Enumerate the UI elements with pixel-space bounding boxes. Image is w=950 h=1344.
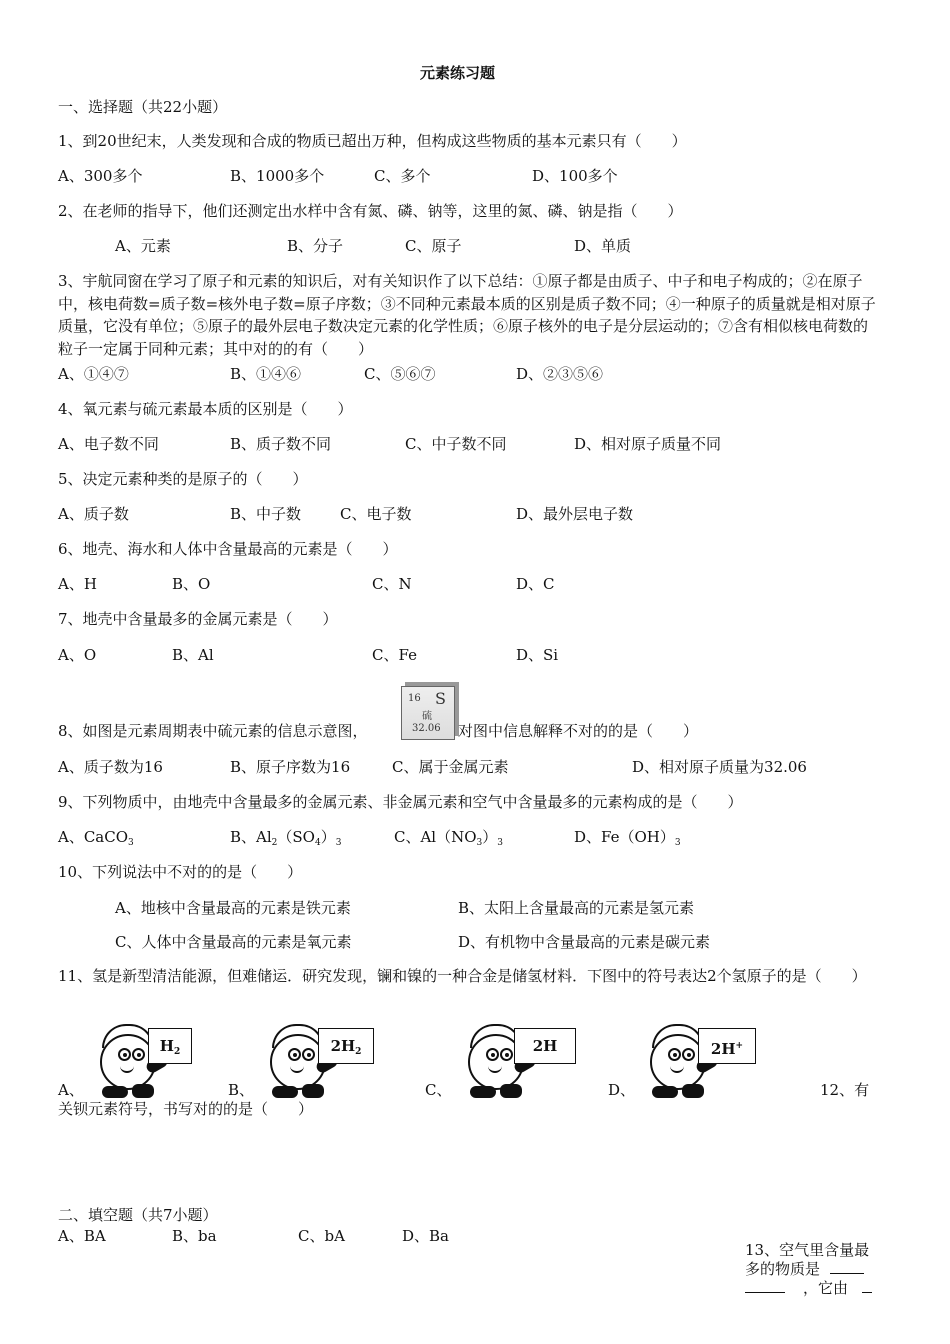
element-name: 硫 — [422, 711, 432, 722]
q12-option-d: D、Ba — [402, 1227, 449, 1245]
question-13-line-3: ，它由 — [745, 1278, 872, 1298]
q11-option-a: A、 — [58, 1081, 84, 1099]
question-6: 6、地壳、海水和人体中含量最高的元素是（ ） — [58, 540, 398, 558]
question-11: 11、氢是新型清洁能源，但难储运．研究发现，镧和镍的一种合金是储氢材料．下图中的符号表达2个氢原子的是（ ） — [58, 967, 867, 985]
question-5: 5、决定元素种类的是原子的（ ） — [58, 470, 308, 488]
q5-option-b: B、中子数 — [230, 505, 302, 523]
q10-option-d: D、有机物中含量最高的元素是碳元素 — [458, 933, 711, 951]
symbol-card-d: 2H+ — [698, 1028, 756, 1064]
q2-option-b: B、分子 — [287, 237, 344, 255]
q5-option-d: D、最外层电子数 — [516, 505, 634, 523]
q11-option-b: B、 — [228, 1081, 255, 1099]
q9-option-d: D、$Fe(OH)_3$ — [574, 828, 681, 848]
q4-option-a: A、电子数不同 — [58, 435, 159, 453]
q1-option-d: D、100多个 — [532, 167, 618, 185]
q10-option-c: C、人体中含量最高的元素是氧元素 — [115, 933, 352, 951]
q8-option-c: C、属于金属元素 — [392, 758, 509, 776]
q12-option-a: A、BA — [58, 1227, 106, 1245]
question-8-start: 8、如图是元素周期表中硫元素的信息示意图， — [58, 722, 368, 740]
q7-option-a: A、O — [58, 646, 97, 664]
sulfur-element-card — [401, 686, 455, 740]
q2-option-c: C、原子 — [405, 237, 462, 255]
page-title: 元素练习题 — [420, 64, 496, 82]
question-4: 4、氧元素与硫元素最本质的区别是（ ） — [58, 400, 353, 418]
q4-option-d: D、相对原子质量不同 — [574, 435, 722, 453]
q9-option-a: A、CaCO$_3$ — [58, 828, 134, 848]
q4-option-c: C、中子数不同 — [405, 435, 507, 453]
q7-option-b: B、Al — [172, 646, 214, 664]
question-2: 2、在老师的指导下，他们还测定出水样中含有氮、磷、钠等，这里的氮、磷、钠是指（ ） — [58, 202, 683, 220]
q11-option-d: D、 — [608, 1081, 636, 1099]
q4-option-b: B、质子数不同 — [230, 435, 332, 453]
q8-option-d: D、相对原子质量为32.06 — [632, 758, 807, 776]
element-symbol: S — [435, 689, 446, 708]
q1-option-b: B、1000多个 — [230, 167, 325, 185]
q6-option-d: D、C — [516, 575, 555, 593]
q7-option-c: C、Fe — [372, 646, 417, 664]
q5-option-c: C、电子数 — [340, 505, 412, 523]
question-1: 1、到20世纪末，人类发现和合成的物质已超出万种，但构成这些物质的基本元素只有（ ） — [58, 132, 687, 150]
q9-option-b: B、$Al_2(SO_4)_3$ — [230, 828, 342, 848]
question-9: 9、下列物质中，由地壳中含量最多的金属元素、非金属元素和空气中含量最多的元素构成的是（ ） — [58, 793, 743, 811]
question-7: 7、地壳中含量最多的金属元素是（ ） — [58, 610, 338, 628]
question-12-rest: 关钡元素符号，书写对的的是（ ） — [58, 1100, 314, 1118]
q12-option-b: B、ba — [172, 1227, 217, 1245]
symbol-card-c: 2H — [514, 1028, 576, 1064]
section-heading-2: 二、填空题（共7小题） — [58, 1206, 218, 1224]
q5-option-a: A、质子数 — [58, 505, 129, 523]
q9-option-c: C、$Al(NO_3)_3$ — [394, 828, 504, 848]
atomic-number: 16 — [408, 693, 421, 704]
q6-option-b: B、O — [172, 575, 211, 593]
q1-option-a: A、300多个 — [58, 167, 143, 185]
q3-option-c: C、⑤⑥⑦ — [364, 365, 436, 383]
symbol-card-a: $H_2$ — [148, 1028, 192, 1064]
question-12-start: 12、有 — [820, 1081, 870, 1099]
q8-option-b: B、原子序数为16 — [230, 758, 351, 776]
question-13-line-1: 13、空气里含量最 — [745, 1241, 870, 1259]
q11-option-c: C、 — [425, 1081, 452, 1099]
q10-option-b: B、太阳上含量最高的元素是氢元素 — [458, 899, 695, 917]
q7-option-d: D、Si — [516, 646, 559, 664]
question-13-line-2: 多的物质是 — [745, 1259, 864, 1279]
symbol-card-b: $2H_2$ — [318, 1028, 374, 1064]
q3-option-a: A、①④⑦ — [58, 365, 129, 383]
question-10: 10、下列说法中不对的的是（ ） — [58, 863, 303, 881]
q2-option-d: D、单质 — [574, 237, 632, 255]
q10-option-a: A、地核中含量最高的元素是铁元素 — [115, 899, 351, 917]
section-heading: 一、选择题（共22小题） — [58, 98, 228, 116]
q2-option-a: A、元素 — [115, 237, 171, 255]
atomic-mass: 32.06 — [412, 723, 441, 734]
q12-option-c: C、bA — [298, 1227, 345, 1245]
q1-option-c: C、多个 — [374, 167, 431, 185]
q6-option-c: C、N — [372, 575, 412, 593]
q6-option-a: A、H — [58, 575, 97, 593]
q3-option-b: B、①④⑥ — [230, 365, 302, 383]
question-8-end: 对图中信息解释不对的的是（ ） — [458, 722, 699, 740]
q8-option-a: A、质子数为16 — [58, 758, 163, 776]
q3-option-d: D、②③⑤⑥ — [516, 365, 604, 383]
question-3: 3、宇航同窗在学习了原子和元素的知识后，对有关知识作了以下总结：①原子都是由质子、中子和电子构成的；②在原子中，核电荷数=质子数=核外电子数=原子序数；③不同种元素最本质的区别是质子数不同；④一种原子的质量就是相对原子质量，它没有单位；⑤原子的最外层电子数决定元素的化学性质；⑥原子核外的电子是分层运动的；⑦含有相似核电荷数的粒子一定属于同种元素；其中对的的有（ ） — [58, 272, 876, 358]
